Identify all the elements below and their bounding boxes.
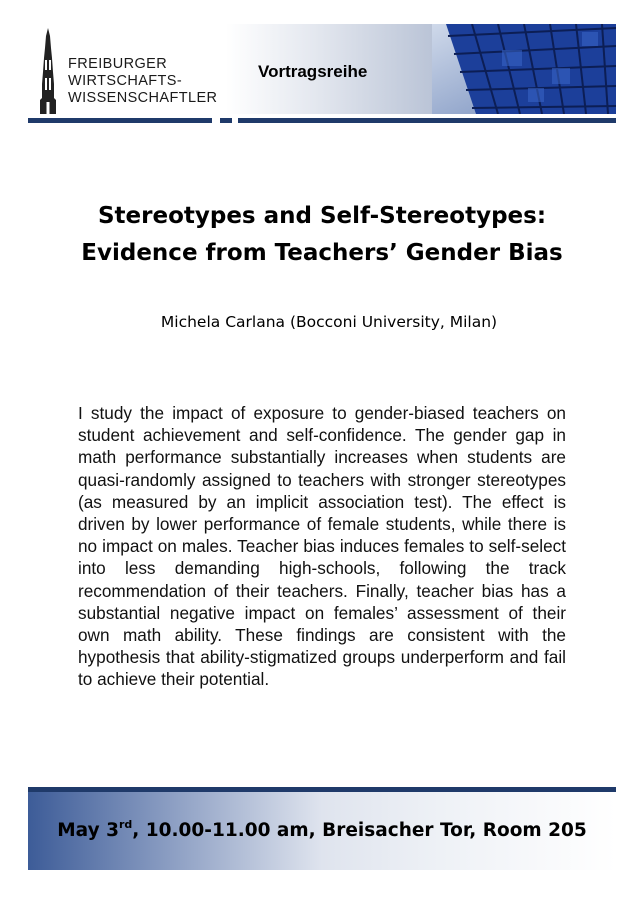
logo-line-1: FREIBURGER: [68, 56, 168, 72]
series-label: Vortragsreihe: [258, 62, 368, 81]
header-rule-left: [28, 118, 212, 123]
cathedral-tower-icon: [36, 28, 60, 114]
header-rule-right: [238, 118, 616, 123]
event-details: [28, 818, 616, 841]
logo-line-2: WIRTSCHAFTS-: [68, 73, 183, 89]
header-rule-dot: [220, 118, 232, 123]
header: [28, 22, 616, 126]
talk-title: [0, 198, 644, 272]
date-ordinal-suffix: rd: [118, 818, 133, 831]
talk-title-line-2: Evidence from Teachers’ Gender Bias: [81, 240, 563, 266]
talk-abstract: I study the impact of exposure to gender-biased teachers on student achievement and self-confidence. The gender gap in math performance substantially increases when students are quasi-randomly assigned to teachers with stronger stereotypes (as measured by an implicit association test). The effect is driven by lower performance of female students, while there is no impact on males. Teacher bias induces females to self-select into less demanding high-schools, following the track recommendation of their teachers. Finally, teacher bias has a substantial negative impact on females’ assessment of their own math ability. These findings are consistent with the hypothesis that ability-stigmatized groups underperform and fail to achieve their potential.: [78, 403, 566, 690]
logo-line-3: WISSENSCHAFTLER: [68, 90, 218, 106]
event-time-location: , 10.00-11.00 am, Breisacher Tor, Room 205: [132, 820, 587, 841]
building-facade-image: [432, 24, 616, 114]
institution-logo-text: [68, 56, 217, 107]
talk-title-line-1: Stereotypes and Self-Stereotypes:: [97, 203, 547, 229]
event-date: May 3: [57, 820, 119, 841]
event-footer: [28, 792, 616, 870]
speaker-name: Michela Carlana (Bocconi University, Milan): [160, 313, 498, 331]
